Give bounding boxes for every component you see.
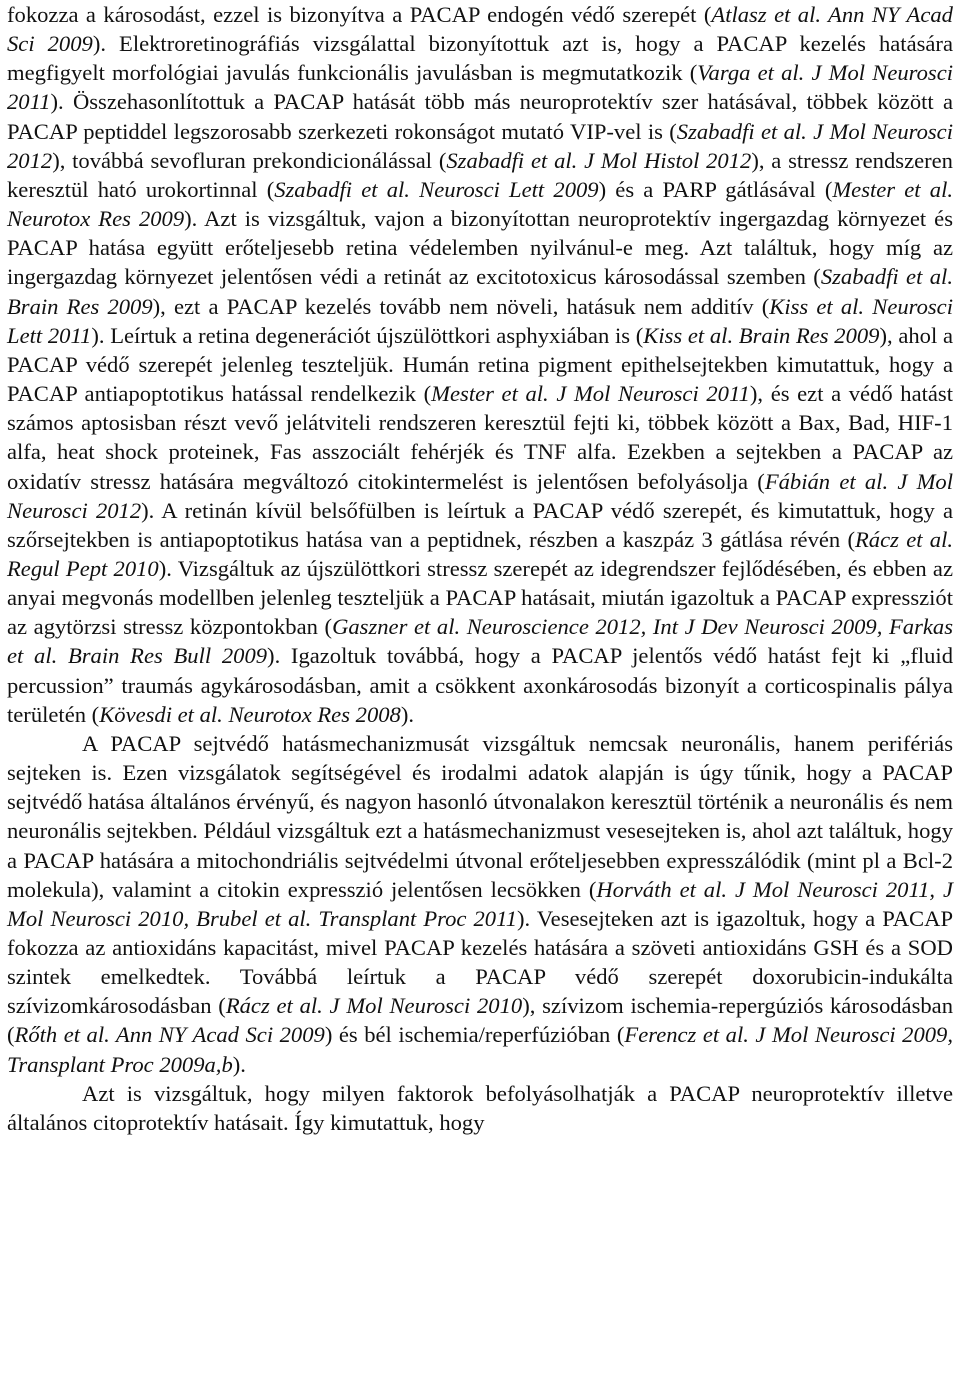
body-text-run: fokozza a károsodást, ezzel is bizonyítva a PACAP endogén védő szerepét ( [7,2,712,27]
citation-text: Fábián et al. J Mol Neurosci 2012 [7,468,954,523]
citation-text: Atlasz et al. Ann NY Acad Sci 2009 [7,2,953,57]
citation-text: Kiss et al. Brain Res 2009 [643,322,880,348]
body-text-run: ) és a PARP gátlásával ( [598,176,833,202]
body-text-run: ) és bél ischemia/reperfúzióban ( [324,1022,625,1048]
citation-text: Mester et al. Neurotox Res 2009 [7,176,953,232]
body-text-run: ). Leírtuk a retina degenerációt újszülöttkori asphyxiában is ( [91,322,644,348]
body-text-run: ), a stressz rendszeren keresztül ható urokortinnal ( [7,147,953,202]
citation-text: Kiss et al. Neurosci Lett 2011 [7,293,953,348]
body-text-run: ), szívizom ischemia-repergúziós károsodásban ( [7,993,953,1048]
citation-text: Szabadfi et al. J Mol Histol 2012 [446,147,752,173]
body-text-run: ). Azt is vizsgáltuk, vajon a bizonyítottan neuroprotektív ingergazdag környezet és PACAP hatása együtt erőteljesebb retina védelemben nyilvánul-e meg. Azt találtuk, hogy míg az ingergazdag környezet jelentősen védi a retinát az excitotoxicus károsodással szemben ( [7,206,953,290]
body-text-run: Azt is vizsgáltuk, hogy milyen faktorok befolyásolhatják a PACAP neuroprotektív illetve általános citoprotektív hatásait. Így kimutattuk, hogy [7,1080,953,1135]
citation-text: Ferencz et al. J Mol Neurosci 2009, Transplant Proc 2009a,b [7,1022,953,1077]
body-text-run: ). Elektroretinográfiás vizsgálattal bizonyítottuk azt is, hogy a PACAP kezelés hatására megfigyelt morfológiai javulás funkcionális javulásban is megmutatkozik ( [7,31,953,86]
citation-text: Rőth et al. Ann NY Acad Sci 2009 [14,1022,325,1048]
body-text-run: ). Igazoltuk továbbá, hogy a PACAP jelentős védő hatást fejt ki „fluid percussion” traumás agykárosodásban, amit a csökkent axonkárosodás bizonyít a corticospinalis pálya területén ( [7,643,953,727]
citation-text: Szabadfi et al. Brain Res 2009 [7,264,953,319]
body-text-run: ). [400,701,415,727]
body-text-run: ), továbbá sevofluran prekondicionálással ( [52,147,447,173]
citation-text: Szabadfi et al. J Mol Neurosci 2012 [7,118,953,173]
body-text-run: ). A retinán kívül belsőfülben is leírtuk a PACAP védő szerepét, és kimutattuk, hogy a szőrsejtekben is antiapoptotikus hatása van a peptidnek, részben a kaszpáz 3 gátlása révén ( [7,497,953,552]
body-text-run: ), és ezt a védő hatást számos aptosisban részt vevő jelátviteli rendszeren keresztül fejti ki, többek között a Bax, Bad, HIF-1 alfa, heat shock proteinek, Fas asszociált fehérjék és TNF alfa. Ezekben a sejtekben a PACAP az oxidatív stressz hatására megváltozó citokintermelést is jelentősen befolyásolja ( [7,381,953,494]
body-text-run: ). Vesesejteken azt is igazoltuk, hogy a PACAP fokozza az antioxidáns kapacitást, mivel PACAP kezelés hatására a szöveti antioxidáns GSH és a SOD szintek emelkedtek. Továbbá leírtuk a PACAP védő szerepét doxorubicin-indukálta szívizomkárosodásban ( [7,905,954,1019]
body-text [7,0,953,1137]
body-text-run: ), ezt a PACAP kezelés tovább nem növeli, hatásuk nem additív ( [152,293,770,319]
paragraph [7,0,953,729]
citation-text: Szabadfi et al. Neurosci Lett 2009 [274,176,599,202]
paragraph [7,1079,953,1137]
citation-text: Kövesdi et al. Neurotox Res 2008 [99,701,401,727]
body-text-run: ). Vizsgáltuk az újszülöttkori stressz szerepét az idegrendszer fejlődésében, és ebben az anyai megvonás modellben jelenleg teszteljük a PACAP hatásait, miután igazoltuk a PACAP expressziót az agytörzsi stressz központokban ( [7,555,953,640]
body-text-run: ), ahol a PACAP védő szerepét jelenleg teszteljük. Humán retina pigment epithelsejtekben kimutattuk, hogy a PACAP antiapoptotikus hatással rendelkezik ( [7,322,953,407]
citation-text: Mester et al. J Mol Neurosci 2011 [431,381,750,407]
body-text-run: ). Összehasonlítottuk a PACAP hatását több más neuroprotektív szer hatásával, többek között a PACAP peptiddel legszorosabb szerkezeti rokonságot mutató VIP-vel is ( [7,89,953,144]
citation-text: Horváth et al. J Mol Neurosci 2011, J Mol Neurosci 2010, Brubel et al. Transplant Proc 2011 [7,876,953,931]
citation-text: Rácz et al. Regul Pept 2010 [7,526,953,581]
body-text-run: ). [232,1051,246,1077]
citation-text: Varga et al. J Mol Neurosci 2011 [7,60,953,115]
body-text-run: A PACAP sejtvédő hatásmechanizmusát vizsgáltuk nemcsak neuronális, hanem perifériás sejteken is. Ezen vizsgálatok segítségével és irodalmi adatok alapján is úgy tűnik, hogy a PACAP sejtvédő hatása általános érvényű, és nagyon hasonló útvonalakon keresztül történik a neuronális és nem neuronális sejtekben. Például vizsgáltuk ezt a hatásmechanizmust vesesejteken is, ahol azt találtuk, hogy a PACAP hatására a mitochondriális sejtvédelmi útvonal erőteljesebben expresszálódik (mint pl a Bcl-2 molekula), valamint a citokin expresszió jelentősen lecsökken ( [7,730,953,902]
citation-text: Gaszner et al. Neuroscience 2012, Int J Dev Neurosci 2009, Farkas et al. Brain Res Bull 2009 [7,614,953,669]
citation-text: Rácz et al. J Mol Neurosci 2010 [225,993,523,1019]
paragraph [7,729,953,1079]
